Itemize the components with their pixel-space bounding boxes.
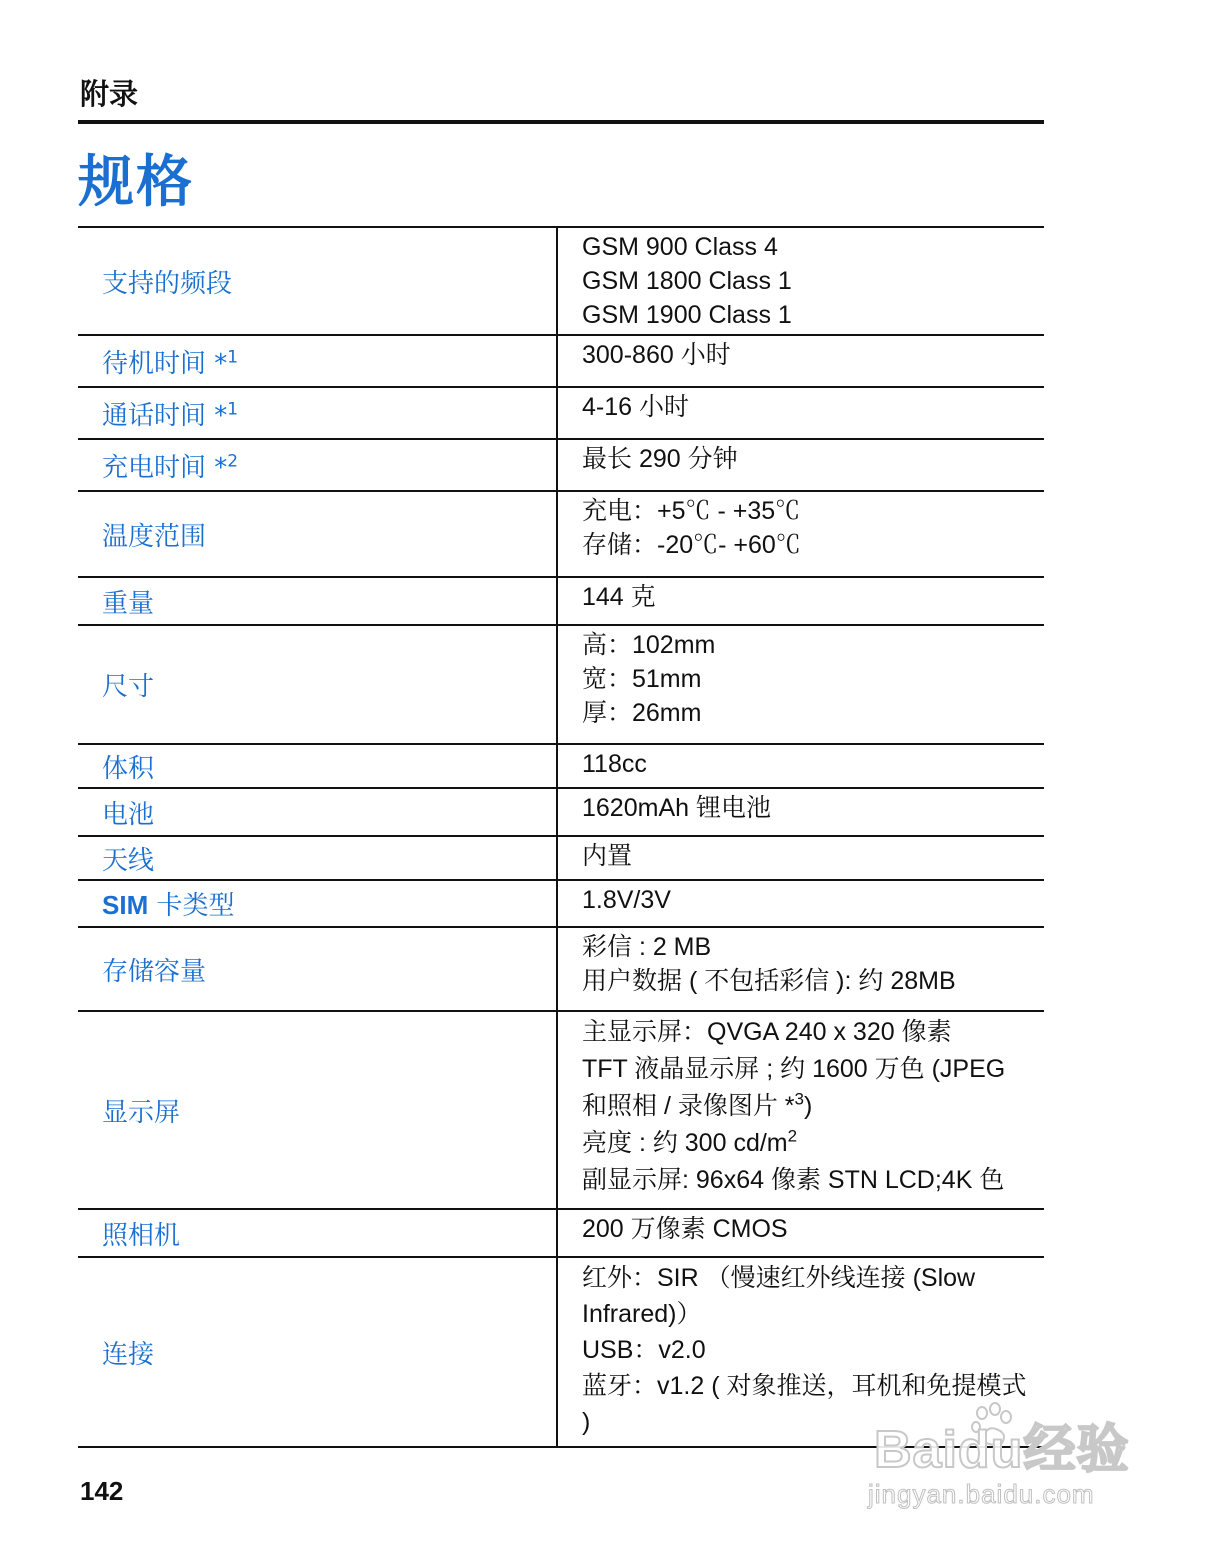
table-row: [78, 439, 1044, 491]
section-label: 附录: [80, 77, 139, 111]
table-row: [78, 1209, 1044, 1257]
baidu-watermark: [868, 1395, 1168, 1525]
spec-key: 重量: [78, 577, 557, 625]
spec-value: 144 克: [557, 577, 1044, 625]
spec-key: 尺寸: [78, 625, 557, 744]
spec-value: 主显示屏：QVGA 240 x 320 像素 TFT 液晶显示屏 ; 约 1600 万色 (JPEG 和照相 / 录像图片 *$^3$) 亮度 : 约 300 $cd/m^2$ 副显示屏: 96x64 像素 STN LCD;4K 色: [557, 1011, 1044, 1209]
spec-value: 最长 290 分钟: [557, 439, 1044, 491]
table-row: [78, 491, 1044, 577]
spec-value: GSM 900 Class 4 GSM 1800 Class 1 GSM 1900 Class 1: [557, 227, 1044, 335]
spec-table: [78, 226, 1044, 1448]
spec-value: 118cc: [557, 744, 1044, 788]
table-row: [78, 927, 1044, 1011]
spec-value: 内置: [557, 836, 1044, 880]
page-title: 规格: [78, 150, 194, 215]
table-row: [78, 335, 1044, 387]
table-row: [78, 788, 1044, 836]
spec-key: 天线: [78, 836, 557, 880]
table-row: [78, 880, 1044, 927]
table-row: [78, 836, 1044, 880]
watermark-url: jingyan.baidu.com: [868, 1479, 1095, 1509]
spec-value: 300-860 小时: [557, 335, 1044, 387]
table-row: [78, 744, 1044, 788]
spec-key: 待机时间 *$^1$: [78, 335, 557, 387]
spec-value: 1.8V/3V: [557, 880, 1044, 927]
table-row: [78, 625, 1044, 744]
spec-value: 彩信 : 2 MB 用户数据 ( 不包括彩信 ): 约 28MB: [557, 927, 1044, 1011]
page-number: 142: [80, 1476, 124, 1506]
spec-key: 显示屏: [78, 1011, 557, 1209]
table-row: [78, 1011, 1044, 1209]
spec-value: 200 万像素 CMOS: [557, 1209, 1044, 1257]
spec-key: 体积: [78, 744, 557, 788]
spec-key: 温度范围: [78, 491, 557, 577]
spec-value: 4-16 小时: [557, 387, 1044, 439]
spec-key: 支持的频段: [78, 227, 557, 335]
spec-value: 红外：SIR （慢速红外线连接 (Slow Infrared)） USB：v2.0 蓝牙：v1.2 ( 对象推送，耳机和免提模式 ): [557, 1257, 1044, 1447]
spec-value: 充电：+5℃ - +35℃ 存储：-20℃- +60℃: [557, 491, 1044, 577]
spec-key: 通话时间 *$^1$: [78, 387, 557, 439]
table-row: [78, 577, 1044, 625]
header-rule: [78, 120, 1044, 124]
spec-key: SIM 卡类型: [78, 880, 557, 927]
table-row: [78, 387, 1044, 439]
table-row: [78, 227, 1044, 335]
spec-key: 电池: [78, 788, 557, 836]
spec-value: 1620mAh 锂电池: [557, 788, 1044, 836]
spec-key: 存储容量: [78, 927, 557, 1011]
spec-key: 连接: [78, 1257, 557, 1447]
spec-key: 照相机: [78, 1209, 557, 1257]
spec-key: 充电时间 *$^2$: [78, 439, 557, 491]
spec-value: 高：102mm 宽：51mm 厚：26mm: [557, 625, 1044, 744]
watermark-logo: Baidu经验: [874, 1421, 1130, 1479]
